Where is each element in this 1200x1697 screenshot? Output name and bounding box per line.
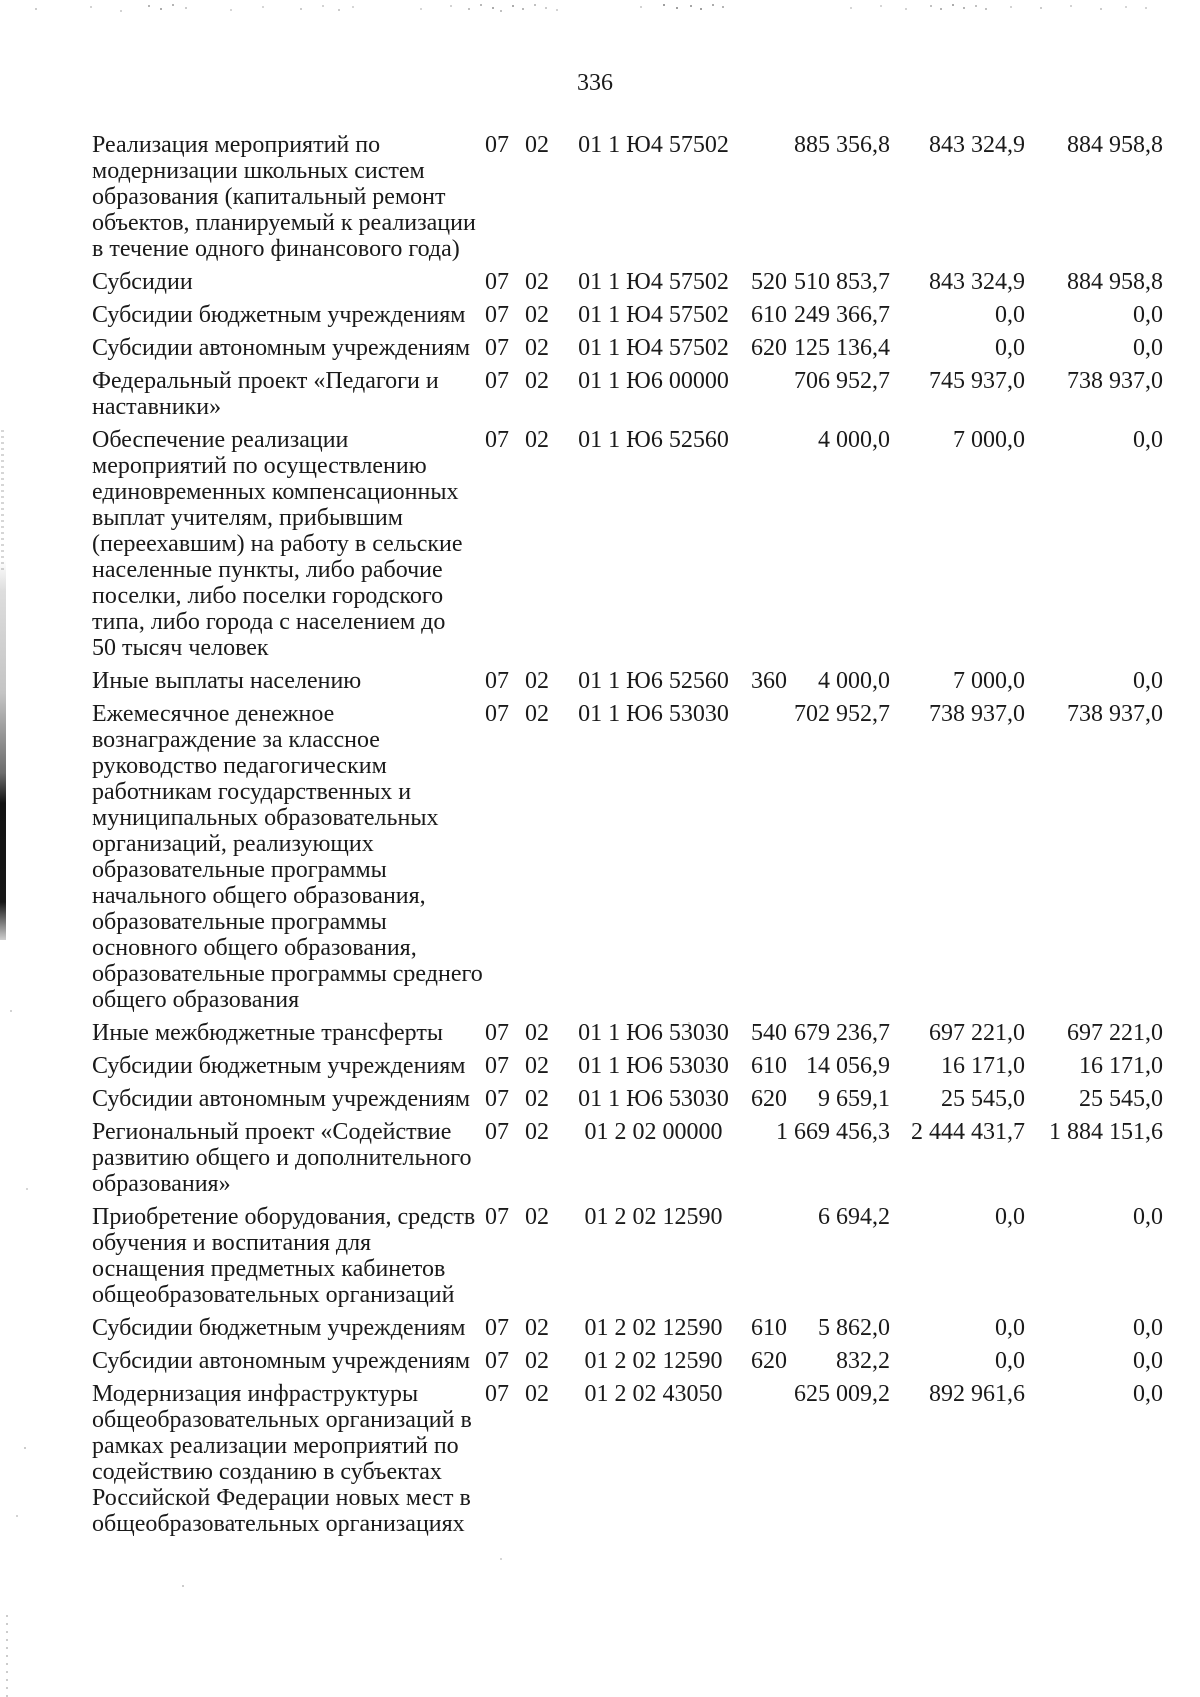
amount-year1: 14 056,9 xyxy=(806,1053,890,1079)
amount-year3: 0,0 xyxy=(1133,1348,1163,1374)
row-title: Региональный проект «Содействие развитию общего и дополнительного образования» xyxy=(92,1119,472,1197)
row-title: Иные межбюджетные трансферты xyxy=(92,1020,443,1046)
row-title: Субсидии автономным учреждениям xyxy=(92,1086,471,1112)
table-row xyxy=(92,368,1163,420)
scan-streak-left xyxy=(0,560,6,940)
code-section: 07 xyxy=(485,269,509,295)
table-row xyxy=(92,427,1163,661)
code-expense-type: 610 xyxy=(751,302,787,328)
amount-year3: 0,0 xyxy=(1133,668,1163,694)
code-subsection: 02 xyxy=(525,1086,549,1112)
code-subsection: 02 xyxy=(525,1053,549,1079)
amount-year3: 0,0 xyxy=(1133,335,1163,361)
code-section: 07 xyxy=(485,132,509,158)
amount-year2: 697 221,0 xyxy=(929,1020,1025,1046)
table-row xyxy=(92,1315,1163,1341)
code-section: 07 xyxy=(485,302,509,328)
code-target-article: 01 1 Ю4 57502 xyxy=(578,302,729,328)
amount-year1: 1 669 456,3 xyxy=(776,1119,890,1145)
table-row xyxy=(92,132,1163,262)
code-section: 07 xyxy=(485,701,509,727)
row-title: Субсидии xyxy=(92,269,193,295)
amount-year3: 697 221,0 xyxy=(1067,1020,1163,1046)
amount-year3: 25 545,0 xyxy=(1079,1086,1163,1112)
amount-year1: 4 000,0 xyxy=(818,427,890,453)
code-section: 07 xyxy=(485,1086,509,1112)
table-row xyxy=(92,269,1163,295)
amount-year3: 738 937,0 xyxy=(1067,701,1163,727)
code-subsection: 02 xyxy=(525,1204,549,1230)
table-row xyxy=(92,302,1163,328)
row-title: Реализация мероприятий по модернизации школьных систем образования (капитальный ремонт объектов, планируемый к реализации в течение одного финансового года) xyxy=(92,132,476,262)
table-row xyxy=(92,1053,1163,1079)
code-section: 07 xyxy=(485,335,509,361)
amount-year1: 4 000,0 xyxy=(818,668,890,694)
table-row xyxy=(92,1204,1163,1308)
amount-year2: 843 324,9 xyxy=(929,132,1025,158)
code-section: 07 xyxy=(485,1119,509,1145)
amount-year3: 884 958,8 xyxy=(1067,269,1163,295)
amount-year2: 738 937,0 xyxy=(929,701,1025,727)
row-title: Субсидии автономным учреждениям xyxy=(92,1348,471,1374)
code-section: 07 xyxy=(485,427,509,453)
amount-year2: 0,0 xyxy=(995,1348,1025,1374)
code-target-article: 01 1 Ю6 53030 xyxy=(578,1086,729,1112)
code-target-article: 01 1 Ю6 52560 xyxy=(578,427,729,453)
code-target-article: 01 1 Ю4 57502 xyxy=(578,132,729,158)
row-title: Субсидии бюджетным учреждениям xyxy=(92,302,466,328)
row-title: Приобретение оборудования, средств обучения и воспитания для оснащения предметных кабинетов общеобразовательных организаций xyxy=(92,1204,476,1308)
amount-year3: 0,0 xyxy=(1133,1315,1163,1341)
amount-year2: 0,0 xyxy=(995,1204,1025,1230)
amount-year3: 0,0 xyxy=(1133,1204,1163,1230)
code-target-article: 01 1 Ю4 57502 xyxy=(578,335,729,361)
row-title: Иные выплаты населению xyxy=(92,668,362,694)
amount-year3: 16 171,0 xyxy=(1079,1053,1163,1079)
code-target-article: 01 2 02 12590 xyxy=(584,1315,723,1341)
amount-year1: 832,2 xyxy=(836,1348,890,1374)
code-section: 07 xyxy=(485,1204,509,1230)
code-expense-type: 620 xyxy=(751,1348,787,1374)
amount-year3: 1 884 151,6 xyxy=(1049,1119,1163,1145)
amount-year2: 25 545,0 xyxy=(941,1086,1025,1112)
amount-year1: 706 952,7 xyxy=(794,368,890,394)
scan-stray-dots xyxy=(0,0,2,2)
code-target-article: 01 1 Ю6 53030 xyxy=(578,1053,729,1079)
code-section: 07 xyxy=(485,1381,509,1407)
code-target-article: 01 1 Ю6 53030 xyxy=(578,1020,729,1046)
amount-year3: 0,0 xyxy=(1133,427,1163,453)
amount-year1: 679 236,7 xyxy=(794,1020,890,1046)
code-section: 07 xyxy=(485,368,509,394)
code-subsection: 02 xyxy=(525,1020,549,1046)
code-target-article: 01 2 02 12590 xyxy=(584,1348,723,1374)
code-expense-type: 540 xyxy=(751,1020,787,1046)
row-title: Федеральный проект «Педагоги и наставники» xyxy=(92,368,439,420)
code-expense-type: 610 xyxy=(751,1053,787,1079)
code-target-article: 01 1 Ю4 57502 xyxy=(578,269,729,295)
table-row xyxy=(92,1020,1163,1046)
code-section: 07 xyxy=(485,1348,509,1374)
table-row xyxy=(92,1086,1163,1112)
amount-year3: 884 958,8 xyxy=(1067,132,1163,158)
code-expense-type: 620 xyxy=(751,1086,787,1112)
row-title: Модернизация инфраструктуры общеобразовательных организаций в рамках реализации мероприятий по содействию созданию в субъектах Российской Федерации новых мест в общеобразовательных организациях xyxy=(92,1381,472,1537)
code-subsection: 02 xyxy=(525,1119,549,1145)
amount-year3: 738 937,0 xyxy=(1067,368,1163,394)
amount-year1: 6 694,2 xyxy=(818,1204,890,1230)
amount-year1: 625 009,2 xyxy=(794,1381,890,1407)
code-target-article: 01 1 Ю6 00000 xyxy=(578,368,729,394)
budget-table xyxy=(92,132,1163,1544)
amount-year1: 5 862,0 xyxy=(818,1315,890,1341)
code-section: 07 xyxy=(485,1053,509,1079)
amount-year2: 0,0 xyxy=(995,335,1025,361)
row-title: Субсидии автономным учреждениям xyxy=(92,335,471,361)
code-target-article: 01 2 02 43050 xyxy=(584,1381,723,1407)
amount-year2: 0,0 xyxy=(995,302,1025,328)
amount-year2: 745 937,0 xyxy=(929,368,1025,394)
table-row xyxy=(92,1348,1163,1374)
amount-year2: 2 444 431,7 xyxy=(911,1119,1025,1145)
amount-year1: 249 366,7 xyxy=(794,302,890,328)
amount-year1: 9 659,1 xyxy=(818,1086,890,1112)
code-subsection: 02 xyxy=(525,1381,549,1407)
code-subsection: 02 xyxy=(525,1348,549,1374)
code-target-article: 01 2 02 12590 xyxy=(584,1204,723,1230)
amount-year1: 702 952,7 xyxy=(794,701,890,727)
amount-year1: 885 356,8 xyxy=(794,132,890,158)
amount-year2: 7 000,0 xyxy=(953,427,1025,453)
table-row xyxy=(92,1381,1163,1537)
code-expense-type: 360 xyxy=(751,668,787,694)
code-subsection: 02 xyxy=(525,368,549,394)
code-expense-type: 520 xyxy=(751,269,787,295)
code-subsection: 02 xyxy=(525,335,549,361)
code-expense-type: 620 xyxy=(751,335,787,361)
code-section: 07 xyxy=(485,1315,509,1341)
code-target-article: 01 2 02 00000 xyxy=(584,1119,723,1145)
row-title: Обеспечение реализации мероприятий по осуществлению единовременных компенсационных выплат учителям, прибывшим (переехавшим) на работу в сельские населенные пункты, либо рабочие поселки, либо поселки городского типа, либо города с населением до 50 тысяч человек xyxy=(92,427,463,661)
code-target-article: 01 1 Ю6 53030 xyxy=(578,701,729,727)
code-subsection: 02 xyxy=(525,427,549,453)
code-target-article: 01 1 Ю6 52560 xyxy=(578,668,729,694)
code-subsection: 02 xyxy=(525,668,549,694)
amount-year2: 892 961,6 xyxy=(929,1381,1025,1407)
amount-year3: 0,0 xyxy=(1133,1381,1163,1407)
code-section: 07 xyxy=(485,668,509,694)
table-row xyxy=(92,335,1163,361)
amount-year3: 0,0 xyxy=(1133,302,1163,328)
code-subsection: 02 xyxy=(525,302,549,328)
row-title: Субсидии бюджетным учреждениям xyxy=(92,1053,466,1079)
code-subsection: 02 xyxy=(525,701,549,727)
scan-dots-bottom-left xyxy=(6,1615,8,1697)
table-row xyxy=(92,701,1163,1013)
amount-year2: 0,0 xyxy=(995,1315,1025,1341)
table-row xyxy=(92,1119,1163,1197)
code-section: 07 xyxy=(485,1020,509,1046)
amount-year1: 125 136,4 xyxy=(794,335,890,361)
page-number: 336 xyxy=(577,70,613,96)
table-row xyxy=(92,668,1163,694)
amount-year1: 510 853,7 xyxy=(794,269,890,295)
amount-year2: 7 000,0 xyxy=(953,668,1025,694)
code-subsection: 02 xyxy=(525,132,549,158)
row-title: Ежемесячное денежное вознаграждение за классное руководство педагогическим работникам государственных и муниципальных образовательных организаций, реализующих образовательные программы начального общего образования, образовательные программы основного общего образования, образовательные программы среднего общего образования xyxy=(92,701,483,1013)
amount-year2: 16 171,0 xyxy=(941,1053,1025,1079)
scan-streak-texture xyxy=(1,430,4,570)
code-expense-type: 610 xyxy=(751,1315,787,1341)
code-subsection: 02 xyxy=(525,1315,549,1341)
amount-year2: 843 324,9 xyxy=(929,269,1025,295)
row-title: Субсидии бюджетным учреждениям xyxy=(92,1315,466,1341)
code-subsection: 02 xyxy=(525,269,549,295)
